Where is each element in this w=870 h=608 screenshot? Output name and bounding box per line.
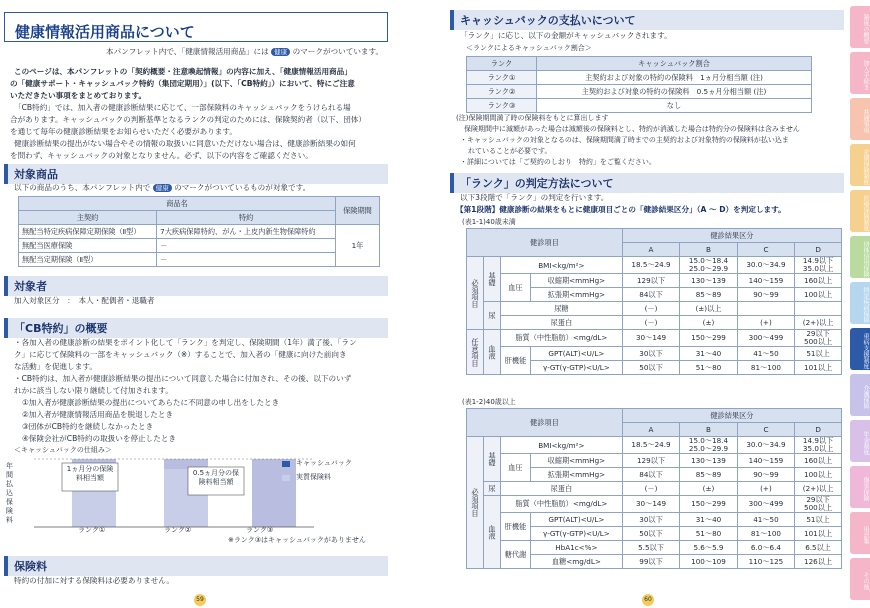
health-badge: 健康: [153, 184, 172, 192]
grade-value: 51～80: [680, 361, 737, 375]
grade-value: 29以下 500以上: [795, 330, 842, 347]
grade-value: 110～125: [737, 555, 794, 569]
intro-paragraph-line: このページは、本パンフレットの「契約概要・注意喚起情報」の内容に加え、「健康情報活用商品」: [14, 67, 352, 76]
rank1-label: ランク①: [78, 526, 106, 534]
intro-paragraph-line: いただきたい事項をまとめております。: [10, 91, 147, 100]
chart-note: ※ランク③はキャッシュバックがありません: [228, 536, 366, 544]
cb-overview-line: ①加入者が健康診断結果の提出についてあらたに不同意の申し出をしたとき: [22, 398, 280, 407]
grade-value: 130～139: [680, 274, 737, 288]
index-tab[interactable]: その他: [850, 558, 870, 600]
triglyceride-label: 脂質（中性脂肪）<mg/dL>: [501, 330, 623, 347]
note-line: ・キャッシュバックの対象となるのは、保険期間満了時までの主契約および対象特約の保険料が払い込ま: [460, 136, 789, 144]
grade-value: 30以下: [622, 347, 679, 361]
table-row: 無配当医療保険 －: [19, 239, 380, 253]
systolic-label: 収縮期<mmHg>: [531, 454, 623, 468]
group-optional: 任意項目: [467, 330, 484, 375]
grade-value: 100～109: [680, 555, 737, 569]
intro-paragraph-line: の「健康サポート・キャッシュバック特約（集団定期用）」(以下、「CB特約」）において、特にご注意: [10, 79, 355, 88]
urine-protein-label: 尿蛋白: [501, 316, 623, 330]
grade-value: 41～50: [737, 347, 794, 361]
page-number-left: 59: [194, 594, 206, 606]
grade-value: 5.6～5.9: [680, 541, 737, 555]
note-line: (注)保険期間満了時の保険料をもとに算出します: [456, 114, 609, 122]
index-tab[interactable]: 特定疾病保障: [850, 282, 870, 324]
grade-value: (+): [737, 316, 794, 330]
blood-sugar-label: 血糖<mg/dL>: [531, 555, 623, 569]
index-tab[interactable]: 医療保険制度: [850, 190, 870, 232]
triglyceride-label: 脂質（中性脂肪）<mg/dL>: [501, 496, 623, 513]
grade-header: B: [680, 423, 737, 437]
grade-value: 31～40: [680, 513, 737, 527]
page-number-right: 60: [642, 594, 654, 606]
grade-header: A: [622, 243, 679, 257]
grade-value: [737, 302, 794, 316]
grade-value: 14.9以下 35.0以上: [795, 437, 842, 454]
index-tab[interactable]: 重病支援制度: [850, 328, 870, 370]
grade-value: 101以上: [795, 527, 842, 541]
group-required: 必須項目: [467, 437, 484, 569]
liver-label: 肝機能: [501, 513, 531, 541]
index-tabs: [848, 0, 870, 608]
grade-value: (－): [622, 482, 679, 496]
index-tab[interactable]: 共通事項: [850, 98, 870, 140]
main-contract-header: 主契約: [19, 211, 157, 225]
grade-value: 31～40: [680, 347, 737, 361]
grade-header: D: [795, 243, 842, 257]
grade-value: 15.0～18.4 25.0～29.9: [680, 257, 737, 274]
group-urine: 尿: [484, 482, 501, 496]
section-rank-method: 「ランク」の判定方法について: [450, 173, 844, 193]
grade-value: 51以上: [795, 513, 842, 527]
product-table: [18, 196, 380, 267]
systolic-label: 収縮期<mmHg>: [531, 274, 623, 288]
table-row: 無配当特定疾病保障定期保険（Ⅱ型） 7大疾病保障特約、がん・上皮内新生物保障特約 1年: [19, 225, 380, 239]
grade-value: 85～89: [680, 288, 737, 302]
section-target-products: 対象商品: [4, 164, 388, 184]
grade-value: 150～299: [680, 496, 737, 513]
rank-method-line1: 以下3段階で「ランク」の判定を行います。: [460, 193, 609, 202]
grade-value: (－): [622, 316, 679, 330]
group-blood: 血液: [484, 496, 501, 569]
grade-value: (±)以上: [680, 302, 737, 316]
cb-overview-line: ③団体がCB特約を継続しなかったとき: [22, 422, 154, 431]
rank-header: ランク: [467, 57, 537, 71]
intro-paragraph-line: 健康診断結果の提出がない場合やその情報の取扱いに同意いただけない場合は、健康診断結果の如何: [14, 139, 356, 148]
note-line: 保険期間中に減額があった場合は減額後の保険料とし、特約が消滅した場合は特約分の保険料は含みません: [464, 125, 800, 133]
group-basic: 基礎: [484, 437, 501, 482]
intro-paragraph-line: 「CB特約」では、加入者の健康診断結果に応じて、一部保険料のキャッシュバックをうけられる場: [14, 103, 351, 112]
legend-cashback-swatch: [282, 461, 290, 467]
cb-overview-line: ク」に応じて保険料の一部をキャッシュバック（※）することで、加入者の「健康に向けた前向き: [14, 350, 347, 359]
diastolic-label: 拡張期<mmHg>: [531, 468, 623, 482]
grade-value: 90～99: [737, 468, 794, 482]
grade-value: 140～159: [737, 274, 794, 288]
target-products-intro: 以下の商品のうち、本パンフレット内で 健康 のマークがついているものが対象です。: [14, 183, 311, 192]
cashback-rate-table: [466, 56, 812, 113]
table2-caption: (表1-2)40歳以上: [462, 398, 516, 406]
grade-value: 18.5～24.9: [622, 257, 679, 274]
grade-value: (－): [622, 302, 679, 316]
intro-line: 本パンフレット内で、「健康情報活用商品」には 健康 のマークがついています。: [106, 47, 384, 56]
rate-caption: ＜ランクによるキャッシュバック割合＞: [466, 44, 592, 52]
index-tab[interactable]: 定期保険制度: [850, 144, 870, 186]
grade-value: 6.0～6.4: [737, 541, 794, 555]
index-tab[interactable]: 団体信用保険: [850, 236, 870, 278]
result-header: 健診結果区分: [622, 229, 841, 243]
grade-header: A: [622, 423, 679, 437]
section-cashback-payment: キャッシュバックの支払いについて: [450, 10, 844, 30]
rider-header: 特約: [157, 211, 336, 225]
hba1c-label: HbA1c<%>: [531, 541, 623, 555]
health-table-under40: [466, 228, 842, 375]
section-cb-overview: 「CB特約」の概要: [4, 318, 388, 338]
result-header: 健診結果区分: [622, 409, 841, 423]
grade-value: 100以上: [795, 288, 842, 302]
right-page: [436, 0, 846, 608]
grade-value: 30.0～34.9: [737, 437, 794, 454]
premium-text: 特約の付加に対する保険料は必要ありません。: [14, 576, 174, 585]
grade-value: 85～89: [680, 468, 737, 482]
grade-value: 18.5～24.9: [622, 437, 679, 454]
grade-value: 99以下: [622, 555, 679, 569]
intro-paragraph-line: 合があります。キャッシュバックの判断基準となるランクの判定のためには、保険契約者（以下、団体）: [10, 115, 366, 124]
rank-method-line2: 【第1段階】健康診断の結果をもとに健康項目ごとの「健診結果区分」（A ～ D）を判定します。: [456, 205, 786, 214]
left-page: [0, 0, 398, 608]
rate-header: キャッシュバック割合: [537, 57, 812, 71]
grade-value: (±): [680, 316, 737, 330]
grade-value: 129以下: [622, 454, 679, 468]
rank3-bar: [252, 459, 296, 527]
grade-value: 51以上: [795, 347, 842, 361]
grade-value: 129以下: [622, 274, 679, 288]
health-badge: 健康: [271, 48, 290, 56]
grade-value: 101以上: [795, 361, 842, 375]
gpt-label: GPT(ALT)<U/L>: [531, 513, 623, 527]
group-blood: 血液: [484, 330, 501, 375]
grade-value: 160以上: [795, 454, 842, 468]
grade-value: 41～50: [737, 513, 794, 527]
rank3-label: ランク③: [246, 526, 274, 534]
grade-value: 140～159: [737, 454, 794, 468]
cashback-line: 「ランク」に応じ、以下の金額がキャッシュバックされます。: [460, 31, 672, 40]
grade-value: 300～499: [737, 496, 794, 513]
grade-value: 14.9以下 35.0以上: [795, 257, 842, 274]
urine-protein-label: 尿蛋白: [501, 482, 623, 496]
section-premium: 保険料: [4, 556, 388, 576]
note-line: ・詳細については「ご契約のしおり 特約」をご覧ください。: [460, 158, 656, 166]
grade-value: [795, 302, 842, 316]
page-title: 健康情報活用商品について: [4, 12, 388, 42]
group-required: 必須項目: [467, 257, 484, 330]
index-tab[interactable]: 用語集: [850, 512, 870, 554]
intro-paragraph-line: を通じて毎年の健康診断結果をお知らせいただく必要があります。: [10, 127, 237, 136]
index-tab[interactable]: 傷害保険: [850, 466, 870, 508]
product-name-header: 商品名: [19, 197, 336, 211]
grade-value: 30～149: [622, 496, 679, 513]
legend-cashback: キャッシュバック: [296, 459, 352, 467]
index-tab[interactable]: 介護保障: [850, 374, 870, 416]
grade-value: 29以下 500以上: [795, 496, 842, 513]
grade-header: C: [737, 243, 794, 257]
ggt-label: γ-GT(γ-GTP)<U/L>: [531, 361, 623, 375]
group-urine: 尿: [484, 302, 501, 330]
grade-value: 50以下: [622, 361, 679, 375]
box2-label: 0.5ヵ月分の保険料相当額: [192, 469, 240, 486]
grade-value: 300～499: [737, 330, 794, 347]
bmi-label: BMI<kg/m²>: [501, 257, 623, 274]
index-tab[interactable]: 年金制度: [850, 420, 870, 462]
table-row: ランク② 主契約および対象の特約の保険料 0.5ヵ月分相当額 (注): [467, 85, 812, 99]
urine-sugar-label: 尿糖: [501, 302, 623, 316]
table1-caption: (表1-1)40歳未満: [462, 218, 516, 226]
grade-value: (2+)以上: [795, 316, 842, 330]
group-basic: 基礎: [484, 257, 501, 302]
grade-value: 84以下: [622, 288, 679, 302]
target-persons-text: 加入対象区分 ： 本人・配偶者・退職者: [14, 296, 155, 305]
grade-header: D: [795, 423, 842, 437]
grade-value: 15.0～18.4 25.0～29.9: [680, 437, 737, 454]
grade-value: (+): [737, 482, 794, 496]
grade-value: 150～299: [680, 330, 737, 347]
bp-label: 血圧: [501, 454, 531, 482]
grade-value: 5.5以下: [622, 541, 679, 555]
item-header: 健診項目: [467, 409, 623, 437]
chart-caption: ＜キャッシュバックの仕組み＞: [14, 446, 112, 454]
chart-y-axis-label: 年間払込保険料: [6, 462, 13, 524]
grade-value: 30以下: [622, 513, 679, 527]
cb-overview-line: ・各加入者の健康診断の結果をポイント化して「ランク」を判定し、保険期間（1年）満了後、「ラン: [14, 338, 357, 347]
grade-value: 100以上: [795, 468, 842, 482]
grade-value: 81～100: [737, 361, 794, 375]
grade-value: 84以下: [622, 468, 679, 482]
ggt-label: γ-GT(γ-GTP)<U/L>: [531, 527, 623, 541]
health-table-40plus: [466, 408, 842, 569]
grade-value: 51～80: [680, 527, 737, 541]
note-line: れていることが必要です。: [468, 147, 552, 155]
bp-label: 血圧: [501, 274, 531, 302]
section-target-persons: 対象者: [4, 276, 388, 296]
grade-header: B: [680, 243, 737, 257]
grade-value: 81～100: [737, 527, 794, 541]
period-header: 保険期間: [336, 197, 380, 225]
bmi-label: BMI<kg/m²>: [501, 437, 623, 454]
grade-value: 130～139: [680, 454, 737, 468]
intro-paragraph-line: を問わず、キャッシュバックの対象となりません。必ず、以下の内容をご確認ください。: [10, 151, 313, 160]
grade-value: (±): [680, 482, 737, 496]
grade-value: 6.5以上: [795, 541, 842, 555]
table-row: ランク③ なし: [467, 99, 812, 113]
rank2-label: ランク②: [164, 526, 192, 534]
cb-overview-line: れかに該当しない限り継続して付加されます。: [14, 386, 173, 395]
liver-label: 肝機能: [501, 347, 531, 375]
cb-overview-line: ②加入者が健康情報活用商品を脱退したとき: [22, 410, 174, 419]
grade-header: C: [737, 423, 794, 437]
legend-actual: 実質保険料: [296, 473, 331, 481]
table-row: ランク① 主契約および対象の特約の保険料 1ヵ月分相当額 (注): [467, 71, 812, 85]
grade-value: 126以上: [795, 555, 842, 569]
glucose-label: 糖代謝: [501, 541, 531, 569]
legend-actual-swatch: [282, 475, 290, 481]
gpt-label: GPT(ALT)<U/L>: [531, 347, 623, 361]
index-tab[interactable]: 加入手続き: [850, 52, 870, 94]
period-value: 1年: [336, 225, 380, 267]
table-row: 無配当定期保険（Ⅱ型） －: [19, 253, 380, 267]
cb-overview-line: ・CB特約は、加入者が健康診断結果の提出について同意した場合に付加され、その後、以下のいず: [14, 374, 352, 383]
grade-value: 30～149: [622, 330, 679, 347]
grade-value: 160以上: [795, 274, 842, 288]
item-header: 健診項目: [467, 229, 623, 257]
index-tab[interactable]: 制度の概要: [850, 6, 870, 48]
grade-value: 30.0～34.9: [737, 257, 794, 274]
grade-value: 90～99: [737, 288, 794, 302]
box1-label: 1ヵ月分の保険料相当額: [66, 465, 114, 482]
grade-value: (2+)以上: [795, 482, 842, 496]
grade-value: 50以下: [622, 527, 679, 541]
cb-overview-line: な活動」を促進します。: [14, 362, 97, 371]
cb-overview-line: ④保険会社がCB特約の取扱いを停止したとき: [22, 434, 177, 443]
diastolic-label: 拡張期<mmHg>: [531, 288, 623, 302]
